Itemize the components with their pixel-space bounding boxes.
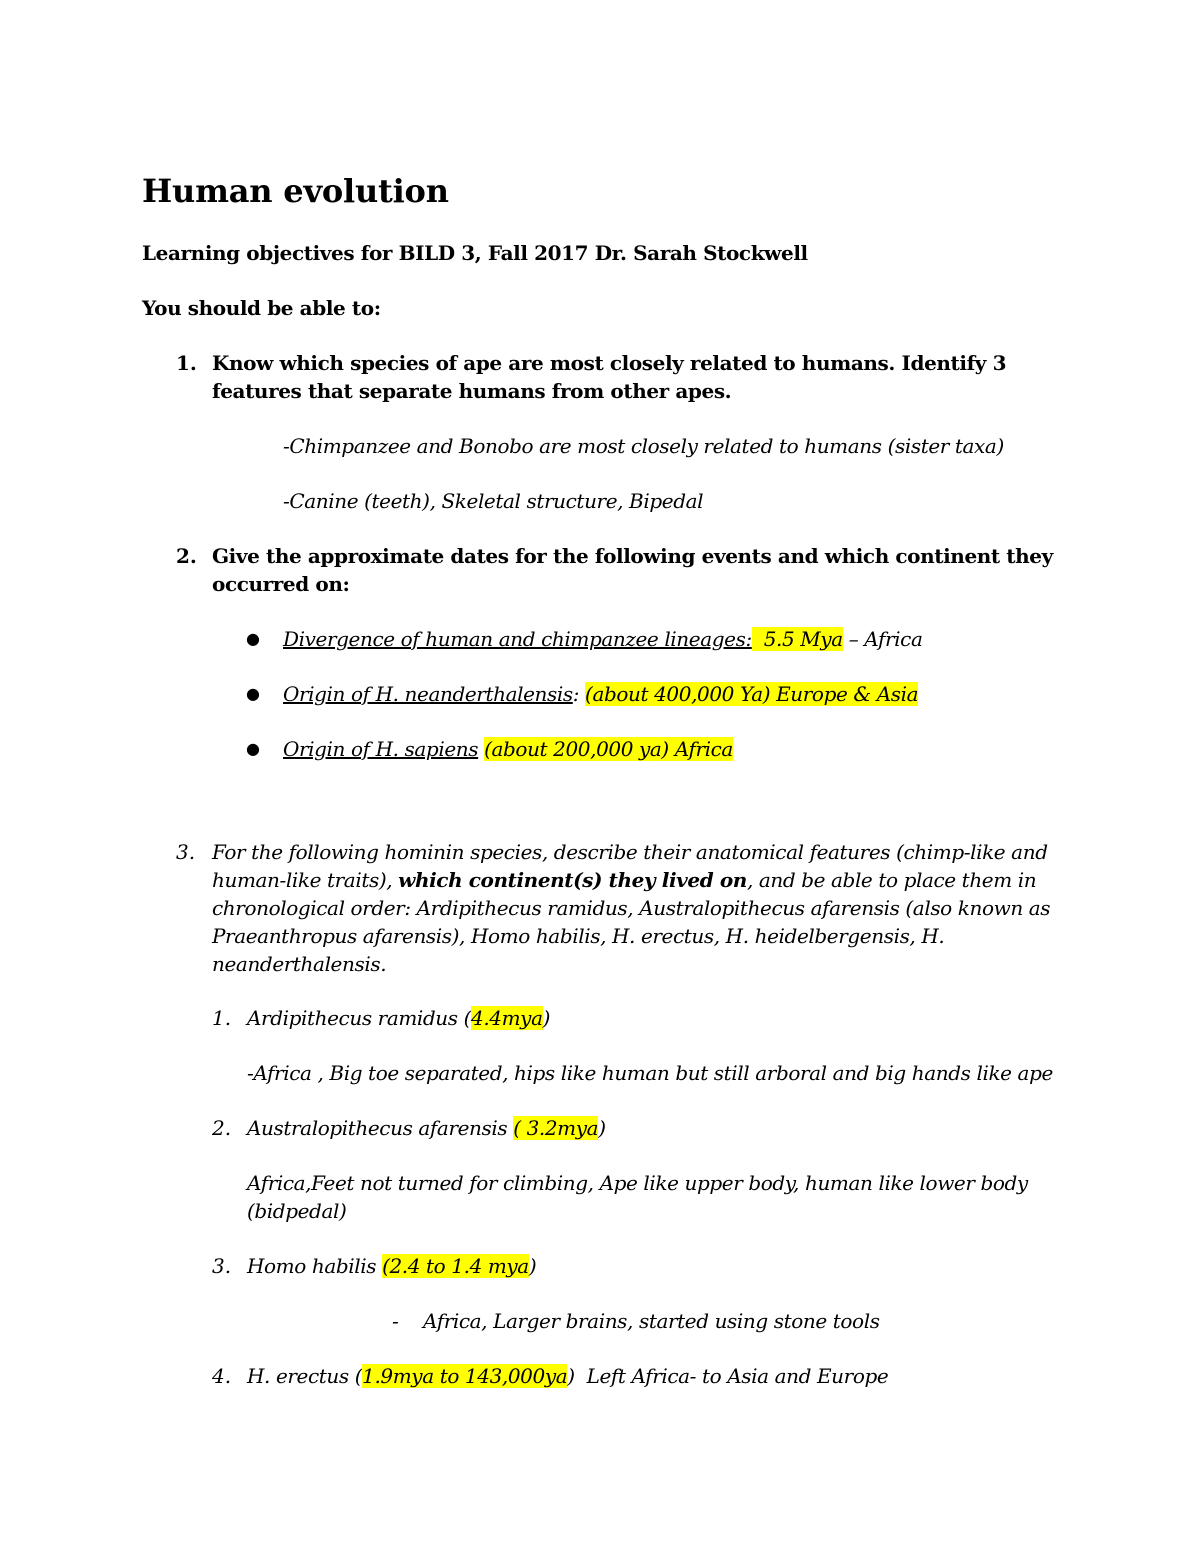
species-1-description: -Africa , Big toe separated, hips like human but still arboral and big hands like ape — [247, 1061, 1053, 1085]
q3-line-5: neanderthalensis. — [212, 952, 387, 976]
highlighted-date: ( 3.2mya — [513, 1116, 599, 1140]
q2-number: 2. — [176, 544, 197, 568]
event-continent: – Africa — [842, 627, 923, 651]
species-2-name — [247, 1114, 606, 1142]
highlighted-date: (about 400,000 Ya) Europe & Asia — [585, 682, 919, 706]
species-name-text: H. erectus ( — [247, 1364, 363, 1388]
species-name-text: Ardipithecus ramidus ( — [247, 1006, 472, 1030]
q3-line-1: For the following hominin species, describe their anatomical features (chimp-like and — [212, 840, 1048, 864]
q1-answer-1: -Chimpanzee and Bonobo are most closely related to humans (sister taxa) — [283, 434, 1004, 458]
q2-bullet-2 — [283, 680, 918, 708]
event-label: Divergence of human and chimpanzee lineages: — [283, 627, 752, 651]
highlighted-date: (2.4 to 1.4 mya — [382, 1254, 529, 1278]
species-1-number: 1. — [212, 1006, 232, 1030]
species-2-number: 2. — [212, 1116, 232, 1140]
intro-text: You should be able to: — [142, 296, 381, 320]
q1-line-1: Know which species of ape are most closely related to humans. Identify 3 — [212, 351, 1007, 375]
q3-line-2 — [212, 866, 1036, 894]
species-1-name — [247, 1004, 550, 1032]
page-title: Human evolution — [142, 172, 449, 210]
species-3-name — [247, 1252, 536, 1280]
q1-answer-2: -Canine (teeth), Skeletal structure, Bipedal — [283, 489, 704, 513]
bullet-icon: ● — [246, 739, 260, 758]
highlighted-date: 1.9mya to 143,000ya — [362, 1364, 568, 1388]
closing-paren: ) — [542, 1006, 551, 1030]
q2-line-1: Give the approximate dates for the following events and which continent they — [212, 544, 1053, 568]
species-4-name — [247, 1362, 888, 1390]
highlighted-date: 5.5 Mya — [751, 627, 843, 651]
event-label: Origin of H. neanderthalensis — [283, 682, 573, 706]
q3-line-3: chronological order: Ardipithecus ramidus, Australopithecus afarensis (also known as — [212, 896, 1051, 920]
species-2-description-1: Africa,Feet not turned for climbing, Ape like upper body, human like lower body — [247, 1171, 1028, 1195]
event-label: Origin of H. sapiens — [283, 737, 479, 761]
q3-line-4: Praeanthropus afarensis), Homo habilis, H. erectus, H. heidelbergensis, H. — [212, 924, 945, 948]
q2-bullet-1 — [283, 625, 922, 653]
q1-line-2: features that separate humans from other apes. — [212, 379, 732, 403]
separator: : — [572, 682, 586, 706]
q2-bullet-3 — [283, 735, 733, 763]
q1-number: 1. — [176, 351, 197, 375]
species-4-rest: ) Left Africa- to Asia and Europe — [567, 1364, 889, 1388]
species-2-description-2: (bidpedal) — [247, 1199, 347, 1223]
species-4-number: 4. — [212, 1364, 232, 1388]
species-name-text: Australopithecus afarensis — [247, 1116, 514, 1140]
bullet-icon: ● — [246, 684, 260, 703]
q2-line-2: occurred on: — [212, 572, 350, 596]
species-3-number: 3. — [212, 1254, 232, 1278]
q3-line-2-start: human-like traits), — [212, 868, 399, 892]
species-name-text: Homo habilis — [247, 1254, 383, 1278]
subtitle: Learning objectives for BILD 3, Fall 2017 Dr. Sarah Stockwell — [142, 241, 808, 265]
q3-line-2-end: , and be able to place them in — [746, 868, 1037, 892]
closing-paren: ) — [528, 1254, 537, 1278]
species-3-description: Africa, Larger brains, started using stone tools — [423, 1309, 880, 1333]
closing-paren: ) — [598, 1116, 606, 1140]
bullet-icon: ● — [246, 629, 260, 648]
species-3-dash: - — [392, 1309, 399, 1333]
q3-bold-phrase: which continent(s) they lived on — [398, 868, 747, 892]
highlighted-date: 4.4mya — [471, 1006, 543, 1030]
q3-number: 3. — [176, 840, 196, 864]
highlighted-date: (about 200,000 ya) Africa — [484, 737, 733, 761]
